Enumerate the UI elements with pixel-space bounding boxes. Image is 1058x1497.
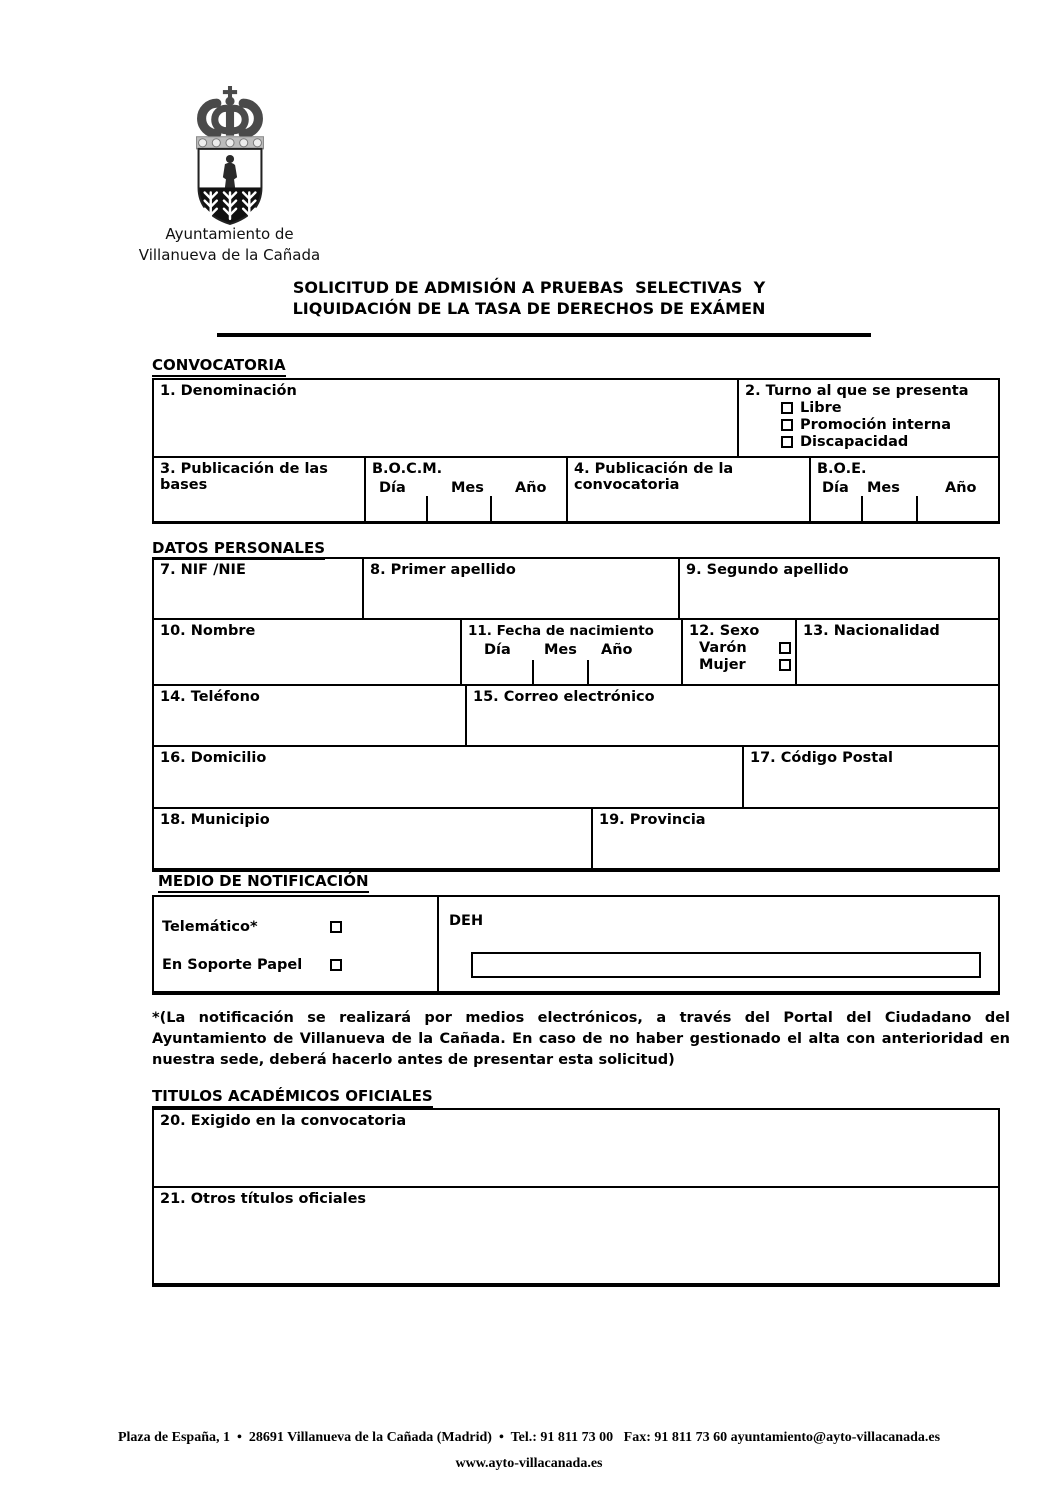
field-codigo-postal[interactable] <box>742 747 998 807</box>
titulo-exigido-label: 20. Exigido en la convocatoria <box>160 1113 407 1129</box>
checkbox-telematico[interactable] <box>330 921 342 933</box>
field-correo[interactable] <box>465 686 998 745</box>
segundo-apellido-label: 9. Segundo apellido <box>686 562 849 578</box>
field-boe-fecha[interactable] <box>809 458 998 521</box>
field-denominacion[interactable] <box>154 380 737 456</box>
field-publicacion-bases[interactable] <box>154 458 364 521</box>
deh-label: DEH <box>449 913 484 929</box>
publicacion-convocatoria-label: 4. Publicación de la convocatoria <box>574 461 734 493</box>
option-libre-label: Libre <box>800 400 842 416</box>
datos-personales-table <box>152 557 1000 872</box>
checkbox-discapacidad[interactable] <box>781 436 793 448</box>
checkbox-mujer[interactable] <box>779 659 791 671</box>
municipio-label: 18. Municipio <box>160 812 270 828</box>
section-heading-convocatoria: CONVOCATORIA <box>152 356 286 377</box>
form-title-line1: SOLICITUD DE ADMISIÓN A PRUEBAS SELECTIVAS Y <box>292 278 766 297</box>
coat-of-arms-icon <box>186 86 274 226</box>
field-nacionalidad[interactable] <box>795 620 998 684</box>
sexo-mujer-label: Mujer <box>699 657 746 673</box>
nombre-label: 10. Nombre <box>160 623 256 639</box>
checkbox-promocion-interna[interactable] <box>781 419 793 431</box>
notification-footnote: *(La notificación se realizará por medios electrónicos, a través del Portal del Ciudadano del Ayuntamiento de Villanueva de la Cañada. En caso de no haber gestionado el alta con anterioridad en nuestra sede, deberá hacerlo antes de presentar esta solicitud) <box>152 1010 1010 1068</box>
boe-divider-2 <box>916 496 918 521</box>
boe-divider-1 <box>861 496 863 521</box>
bocm-ano-label: Año <box>515 480 547 496</box>
field-titulo-exigido[interactable] <box>154 1110 998 1186</box>
field-turno <box>737 380 998 456</box>
soporte-papel-label: En Soporte Papel <box>162 957 303 973</box>
checkbox-soporte-papel[interactable] <box>330 959 342 971</box>
field-primer-apellido[interactable] <box>362 559 678 618</box>
correo-label: 15. Correo electrónico <box>473 689 655 705</box>
domicilio-label: 16. Domicilio <box>160 750 267 766</box>
option-discapacidad-label: Discapacidad <box>800 434 909 450</box>
field-domicilio[interactable] <box>154 747 742 807</box>
section-heading-medio-notificacion: MEDIO DE NOTIFICACIÓN <box>158 872 369 893</box>
fecha-dia-mes-ano <box>462 642 681 660</box>
fecha-divider-2 <box>587 660 589 684</box>
field-municipio[interactable] <box>154 809 591 868</box>
bocm-dia-label: Día <box>379 480 406 496</box>
publicacion-bases-label: 3. Publicación de las bases <box>160 461 328 493</box>
deh-input[interactable] <box>471 952 981 978</box>
section-heading-titulos: TITULOS ACADÉMICOS OFICIALES <box>152 1087 433 1108</box>
telefono-label: 14. Teléfono <box>160 689 260 705</box>
provincia-label: 19. Provincia <box>599 812 706 828</box>
option-promocion-label: Promoción interna <box>800 417 952 433</box>
codigo-postal-label: 17. Código Postal <box>750 750 893 766</box>
field-fecha-nacimiento[interactable] <box>460 620 681 684</box>
fecha-dia-label: Día <box>484 642 511 658</box>
org-line1: Ayuntamiento de <box>165 225 294 243</box>
titulos-table <box>152 1108 1000 1287</box>
bocm-divider-1 <box>426 496 428 521</box>
footer-address-line: Plaza de España, 1 • 28691 Villanueva de la Cañada (Madrid) • Tel.: 91 811 73 00 Fax: 91 811 73 60 ayuntamiento@ayto-villacanada.es <box>117 1430 941 1445</box>
otros-titulos-label: 21. Otros títulos oficiales <box>160 1191 367 1207</box>
section-heading-datos-personales: DATOS PERSONALES <box>152 539 325 560</box>
field-nif[interactable] <box>154 559 362 618</box>
nacionalidad-label: 13. Nacionalidad <box>803 623 940 639</box>
field-sexo <box>681 620 795 684</box>
bocm-divider-2 <box>490 496 492 521</box>
form-title <box>0 277 1058 319</box>
deh-cell <box>437 897 998 991</box>
fecha-nacimiento-label: 11. Fecha de nacimiento <box>468 623 654 639</box>
convocatoria-table <box>152 378 1000 524</box>
fecha-divider-1 <box>532 660 534 684</box>
bocm-label: B.O.C.M. <box>372 461 443 477</box>
fecha-ano-label: Año <box>601 642 633 658</box>
footer-website: www.ayto-villacanada.es <box>455 1456 603 1471</box>
turno-label: 2. Turno al que se presenta <box>745 383 969 399</box>
checkbox-libre[interactable] <box>781 402 793 414</box>
field-segundo-apellido[interactable] <box>678 559 998 618</box>
organization-name <box>122 224 337 266</box>
bocm-dia-mes-ano <box>366 480 566 498</box>
boe-ano-label: Año <box>945 480 977 496</box>
bocm-mes-label: Mes <box>451 480 484 496</box>
field-publicacion-convocatoria[interactable] <box>566 458 809 521</box>
denominacion-label: 1. Denominación <box>160 383 297 399</box>
form-title-line2: LIQUIDACIÓN DE LA TASA DE DERECHOS DE EXÁMEN <box>292 299 766 318</box>
boe-dia-mes-ano <box>811 480 998 498</box>
title-rule <box>217 333 871 337</box>
checkbox-varon[interactable] <box>779 642 791 654</box>
primer-apellido-label: 8. Primer apellido <box>370 562 516 578</box>
notificacion-options-cell <box>154 897 437 991</box>
sexo-label: 12. Sexo <box>689 623 760 639</box>
boe-label: B.O.E. <box>817 461 867 477</box>
field-otros-titulos[interactable] <box>154 1188 998 1283</box>
field-nombre[interactable] <box>154 620 460 684</box>
telematico-label: Telemático* <box>162 919 258 935</box>
boe-dia-label: Día <box>822 480 849 496</box>
sexo-varon-label: Varón <box>699 640 747 656</box>
fecha-mes-label: Mes <box>544 642 577 658</box>
field-provincia[interactable] <box>591 809 998 868</box>
org-line2: Villanueva de la Cañada <box>138 246 321 264</box>
boe-mes-label: Mes <box>867 480 900 496</box>
medio-notificacion-table <box>152 895 1000 995</box>
field-bocm-fecha[interactable] <box>364 458 566 521</box>
field-telefono[interactable] <box>154 686 465 745</box>
nif-label: 7. NIF /NIE <box>160 562 246 578</box>
